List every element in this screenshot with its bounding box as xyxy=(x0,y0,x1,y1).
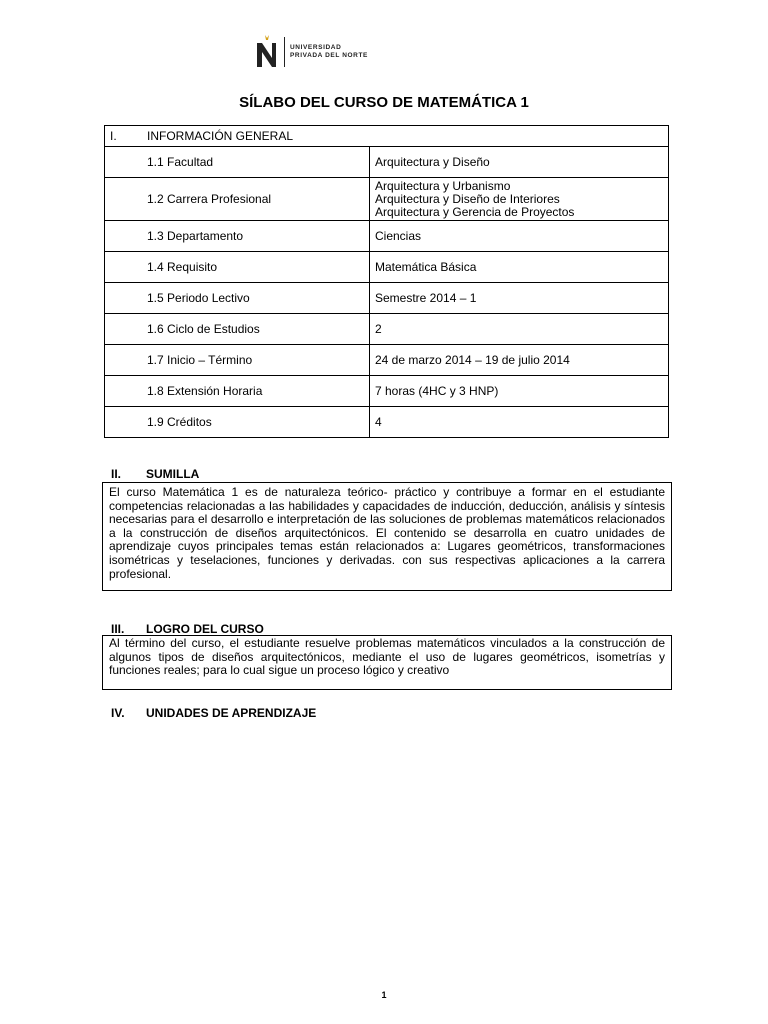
university-line1: UNIVERSIDAD xyxy=(290,44,342,51)
row-value xyxy=(370,178,669,221)
row-value: Arquitectura y Diseño xyxy=(370,147,669,178)
general-info-table xyxy=(104,125,669,438)
row-value: 7 horas (4HC y 3 HNP) xyxy=(370,376,669,407)
table-row xyxy=(105,147,669,178)
section-heading: SUMILLA xyxy=(146,467,200,481)
university-line2: PRIVADA DEL NORTE xyxy=(290,52,368,59)
section-number: II. xyxy=(111,467,122,481)
sumilla-heading xyxy=(111,467,199,481)
logo-divider xyxy=(284,37,285,67)
general-info-heading xyxy=(105,126,669,147)
table-row xyxy=(105,252,669,283)
general-info-heading-row xyxy=(105,126,669,147)
unidades-heading xyxy=(111,706,316,720)
section-heading: UNIDADES DE APRENDIZAJE xyxy=(146,706,317,720)
career-item: Arquitectura y Gerencia de Proyectos xyxy=(375,204,575,219)
table-row xyxy=(105,221,669,252)
table-row xyxy=(105,345,669,376)
sumilla-text: El curso Matemática 1 es de naturaleza teórico- práctico y contribuye a formar en el estudiante competencias relacionadas a las habilidades y capacidades de inducción, deducción, análisis y síntesis necesarias para el desarrollo e interpretación de las soluciones de problemas matemáticos relacionados a la construcción de diseños arquitectónicos. El contenido se desarrolla en cuatro unidades de aprendizaje cuyos principales temas están relacionados a: Lugares geométricos, transformaciones isométricas y teselaciones, funciones y derivadas. con sus respectivas aplicaciones a la carrera profesional. xyxy=(102,482,672,591)
row-value: 4 xyxy=(370,407,669,438)
section-heading: INFORMACIÓN GENERAL xyxy=(147,129,294,143)
row-label: 1.6 Ciclo de Estudios xyxy=(105,314,370,345)
table-row xyxy=(105,376,669,407)
career-item: Arquitectura y Urbanismo xyxy=(375,178,511,193)
row-label: 1.3 Departamento xyxy=(105,221,370,252)
university-logo xyxy=(254,32,368,72)
document-title: SÍLABO DEL CURSO DE MATEMÁTICA 1 xyxy=(239,94,529,111)
logro-heading xyxy=(111,622,264,636)
row-label: 1.9 Créditos xyxy=(105,407,370,438)
section-number: IV. xyxy=(111,706,125,720)
row-label: 1.7 Inicio – Término xyxy=(105,345,370,376)
page-number: 1 xyxy=(381,990,387,1000)
table-row xyxy=(105,283,669,314)
table-row xyxy=(105,407,669,438)
row-value: Semestre 2014 – 1 xyxy=(370,283,669,314)
row-label: 1.1 Facultad xyxy=(105,147,370,178)
row-label: 1.4 Requisito xyxy=(105,252,370,283)
logro-text: Al término del curso, el estudiante resuelve problemas matemáticos vinculados a la construcción de algunos tipos de diseños arquitectónicos, mediante el uso de lugares geométricos, isometrías y funciones reales; para lo cual sigue un proceso lógico y creativo xyxy=(102,635,672,690)
university-name xyxy=(290,44,368,60)
row-label: 1.2 Carrera Profesional xyxy=(105,178,370,221)
row-value: 24 de marzo 2014 – 19 de julio 2014 xyxy=(370,345,669,376)
upn-logo-icon xyxy=(254,34,280,70)
row-label: 1.8 Extensión Horaria xyxy=(105,376,370,407)
table-row xyxy=(105,178,669,221)
section-heading: LOGRO DEL CURSO xyxy=(146,622,264,636)
row-value: Ciencias xyxy=(370,221,669,252)
section-number: III. xyxy=(111,622,125,636)
career-item: Arquitectura y Diseño de Interiores xyxy=(375,191,560,206)
section-number: I. xyxy=(110,129,117,143)
row-value: Matemática Básica xyxy=(370,252,669,283)
table-row xyxy=(105,314,669,345)
row-value: 2 xyxy=(370,314,669,345)
row-label: 1.5 Periodo Lectivo xyxy=(105,283,370,314)
